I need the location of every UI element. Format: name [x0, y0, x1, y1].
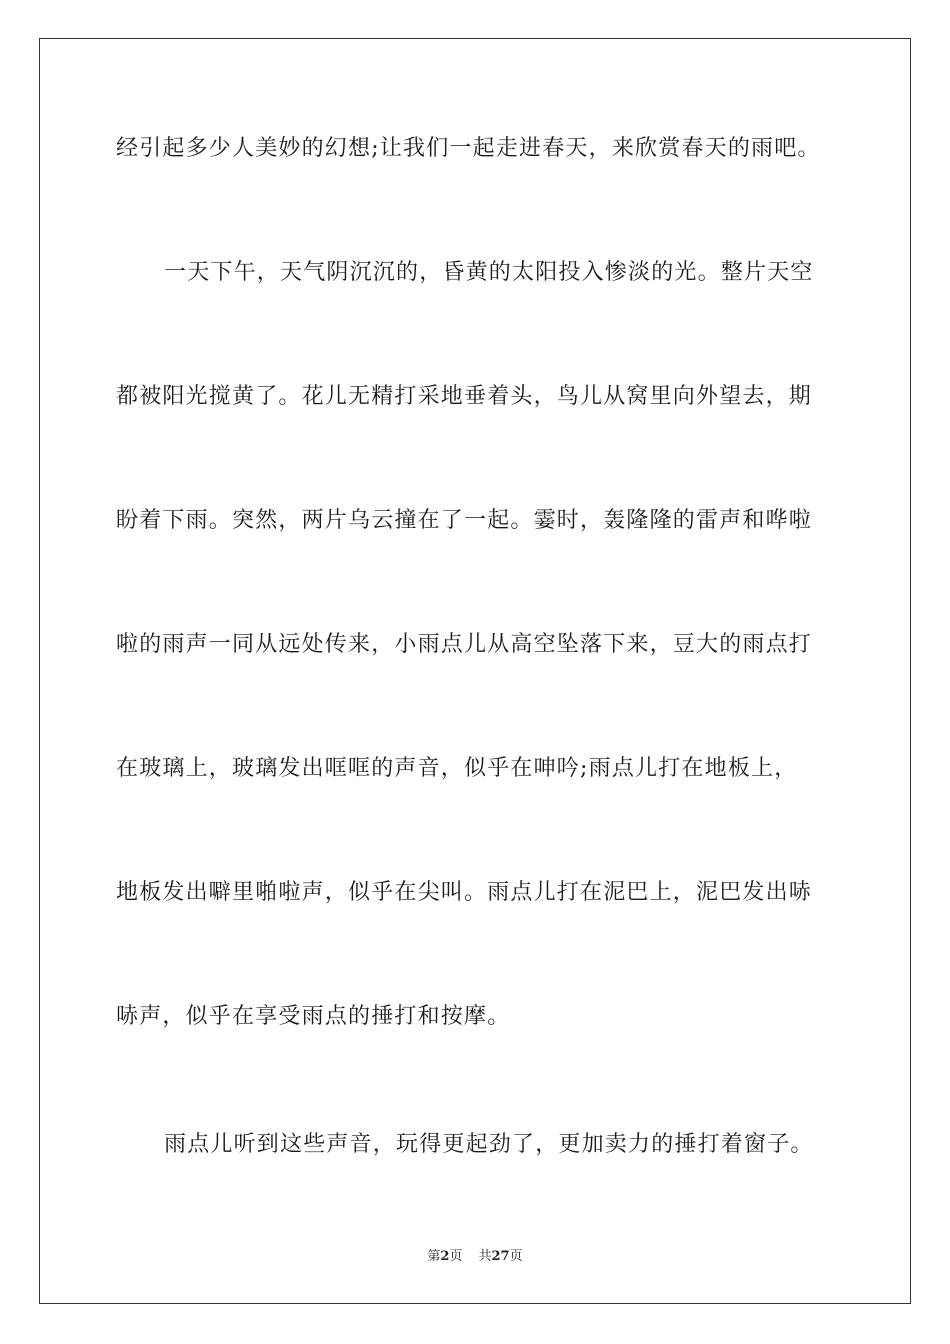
page-border — [39, 38, 911, 1304]
total-pages: 27 — [491, 1249, 510, 1264]
text-line: 盼着下雨。突然，两片乌云撞在了一起。霎时，轰隆隆的雷声和哗啦 — [116, 508, 813, 533]
page-footer — [0, 1247, 950, 1267]
text-line: 啦的雨声一同从远处传来，小雨点儿从高空坠落下来，豆大的雨点打 — [116, 632, 813, 657]
text-line: 经引起多少人美妙的幻想;让我们一起走进春天，来欣赏春天的雨吧。 — [116, 136, 821, 161]
page-suffix: 页 — [449, 1249, 463, 1264]
text-line: 都被阳光搅黄了。花儿无精打采地垂着头，鸟儿从窝里向外望去，期 — [116, 384, 813, 409]
text-line: 在玻璃上，玻璃发出哐哐的声音，似乎在呻吟;雨点儿打在地板上， — [116, 756, 798, 781]
page-prefix: 第 — [427, 1249, 441, 1264]
total-suffix: 页 — [509, 1249, 523, 1264]
paragraph-start-line: 雨点儿听到这些声音，玩得更起劲了，更加卖力的捶打着窗子。 — [164, 1132, 814, 1157]
text-line: 地板发出噼里啪啦声，似乎在尖叫。雨点儿打在泥巴上，泥巴发出哧 — [116, 880, 813, 905]
text-line: 哧声，似乎在享受雨点的捶打和按摩。 — [116, 1004, 511, 1029]
paragraph-start-line: 一天下午，天气阴沉沉的，昏黄的太阳投入惨淡的光。整片天空 — [164, 260, 814, 285]
page-number: 2 — [440, 1249, 450, 1264]
total-prefix: 共 — [478, 1249, 492, 1264]
